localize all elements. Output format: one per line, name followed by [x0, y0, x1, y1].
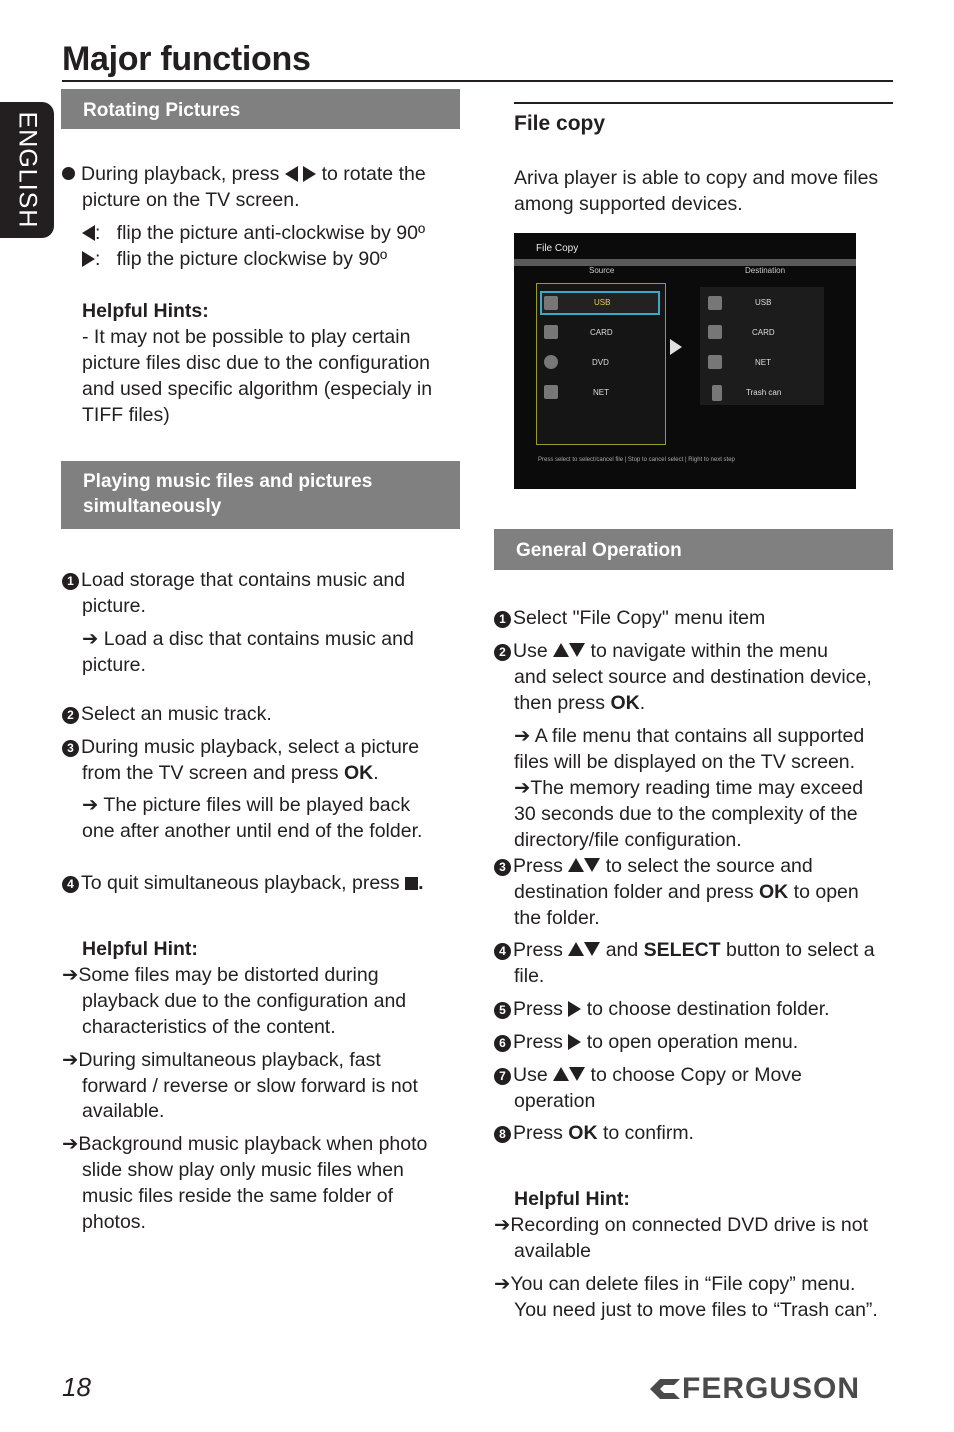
step-number-icon: 5 — [494, 1002, 511, 1019]
screen-source-item: NET — [593, 388, 609, 397]
step-7: 7 Use to choose Copy or Move — [494, 1062, 802, 1088]
arrow-right-icon: ➔ — [82, 794, 99, 816]
screen-title: File Copy — [536, 243, 579, 254]
section-header-rotating-pictures: Rotating Pictures — [61, 89, 460, 129]
step-3-line2: from the TV screen and press OK. — [82, 762, 379, 784]
file-copy-desc: Ariva player is able to copy and move files — [514, 167, 879, 189]
usb-icon — [708, 296, 722, 310]
arrow-right-icon: ➔ — [62, 964, 79, 986]
hint-title: Helpful Hint: — [82, 938, 198, 960]
down-arrow-icon — [584, 942, 600, 956]
right-arrow-icon — [82, 251, 95, 267]
step-number-icon: 1 — [494, 611, 511, 628]
step-1-note-line2: picture. — [82, 654, 146, 676]
network-icon — [544, 385, 558, 399]
hint-item-line: music files reside the same folder of — [82, 1185, 394, 1207]
step-1-line2: picture. — [82, 595, 146, 617]
hint-line: picture files disc due to the configuration — [82, 352, 430, 374]
hint-item-line: characteristics of the content. — [82, 1016, 336, 1038]
language-tab-label: ENGLISH — [13, 111, 42, 229]
up-arrow-icon — [553, 643, 569, 657]
hint-item-line: You need just to move files to “Trash can”. — [514, 1299, 878, 1321]
hint-line: - It may not be possible to play certain — [82, 326, 411, 348]
screen-destination-label: Destination — [745, 266, 786, 275]
step-number-icon: 3 — [62, 740, 79, 757]
arrow-right-icon: ➔ — [494, 1214, 511, 1236]
step-2: 2 Use to navigate within the menu — [494, 638, 828, 664]
left-arrow-icon — [82, 225, 95, 241]
rotate-bullet: During playback, press to rotate the — [62, 161, 462, 187]
hint-title: Helpful Hint: — [514, 1188, 630, 1210]
step-8: 8 Press OK to confirm. — [494, 1120, 694, 1146]
right-arrow-icon — [303, 166, 316, 182]
arrow-right-icon: ➔ — [62, 1049, 79, 1071]
brand-logo: FERGUSON — [648, 1372, 860, 1406]
screen-destination-item: Trash can — [746, 388, 782, 397]
hint-line: and used specific algorithm (especialy in — [82, 378, 433, 400]
usb-icon — [544, 296, 558, 310]
arrow-right-icon: ➔ — [514, 777, 531, 799]
step-3-line3: the folder. — [514, 907, 600, 929]
ferguson-logo-icon — [648, 1375, 682, 1399]
step-2-line3: then press OK. — [514, 692, 646, 714]
network-icon — [708, 355, 722, 369]
step-5: 5 Press to choose destination folder. — [494, 996, 830, 1022]
step-number-icon: 8 — [494, 1126, 511, 1143]
up-arrow-icon — [568, 942, 584, 956]
rotate-right-desc: : flip the picture clockwise by 90º — [82, 246, 387, 272]
screen-source-label: Source — [589, 266, 615, 275]
arrow-right-icon: ➔ — [82, 628, 99, 650]
step-1: 1 Load storage that contains music and — [62, 567, 405, 593]
up-arrow-icon — [553, 1067, 569, 1081]
arrow-right-icon: ➔ — [494, 1273, 511, 1295]
file-copy-divider — [514, 102, 893, 104]
step-3: 3 Press to select the source and — [494, 853, 813, 879]
section-header-music-pictures — [61, 461, 460, 529]
step-number-icon: 3 — [494, 859, 511, 876]
hint-item-line: available — [514, 1240, 591, 1262]
step-1-note: ➔ Load a disc that contains music and — [82, 628, 414, 650]
step-4: 4 Press and SELECT button to select a — [494, 937, 875, 963]
card-icon — [708, 325, 722, 339]
hint-item: ➔Background music playback when photo — [62, 1133, 428, 1155]
step-2-note: ➔ A file menu that contains all supported — [514, 725, 865, 747]
step-2-note-line: files will be displayed on the TV screen. — [514, 751, 856, 773]
section-header-line: simultaneously — [83, 496, 222, 517]
bullet-icon — [62, 167, 75, 180]
hints-title: Helpful Hints: — [82, 300, 209, 322]
rotate-left-desc: : flip the picture anti-clockwise by 90º — [82, 220, 425, 246]
hint-line: TIFF files) — [82, 404, 170, 426]
step-2-note-line: directory/file configuration. — [514, 829, 742, 851]
screen-destination-item: CARD — [752, 328, 775, 337]
step-2-note: ➔The memory reading time may exceed — [514, 777, 864, 799]
file-copy-desc-line2: among supported devices. — [514, 193, 743, 215]
hint-item: ➔During simultaneous playback, fast — [62, 1049, 381, 1071]
rotate-bullet-line2: picture on the TV screen. — [82, 189, 300, 211]
step-1: 1 Select "File Copy" menu item — [494, 605, 765, 631]
step-number-icon: 6 — [494, 1035, 511, 1052]
step-3-note: ➔ The picture files will be played back — [82, 794, 411, 816]
step-7-line2: operation — [514, 1090, 596, 1112]
play-arrow-icon — [670, 339, 682, 355]
step-number-icon: 4 — [62, 876, 79, 893]
step-3: 3 During music playback, select a picture — [62, 734, 419, 760]
hint-item-line: slide show play only music files when — [82, 1159, 404, 1181]
hint-item-line: forward / reverse or slow forward is not — [82, 1075, 418, 1097]
page-number: 18 — [62, 1372, 91, 1402]
step-number-icon: 2 — [62, 707, 79, 724]
step-3-note-line2: one after another until end of the folder. — [82, 820, 423, 842]
step-number-icon: 7 — [494, 1068, 511, 1085]
left-arrow-icon — [285, 166, 298, 182]
section-header-line: Playing music files and pictures — [83, 471, 373, 492]
arrow-right-icon: ➔ — [62, 1133, 79, 1155]
hint-item-line: photos. — [82, 1211, 146, 1233]
hint-item: ➔Some files may be distorted during — [62, 964, 379, 986]
down-arrow-icon — [569, 1067, 585, 1081]
screen-header-bar — [514, 259, 856, 266]
file-copy-screenshot — [514, 233, 856, 489]
step-number-icon: 4 — [494, 943, 511, 960]
section-header-general-operation: General Operation — [494, 529, 893, 570]
screen-footer-help: Press select to select/cancel file | Stop to cancel select | Right to next step — [538, 457, 735, 463]
screen-source-item: USB — [594, 298, 611, 307]
hint-item: ➔Recording on connected DVD drive is not — [494, 1214, 869, 1236]
arrow-right-icon: ➔ — [514, 725, 531, 747]
step-6: 6 Press to open operation menu. — [494, 1029, 798, 1055]
file-copy-title: File copy — [514, 112, 606, 135]
stop-icon — [405, 877, 418, 890]
page-title: Major functions — [62, 40, 311, 78]
step-2-line2: and select source and destination device, — [514, 666, 872, 688]
step-2-note-line: 30 seconds due to the complexity of the — [514, 803, 858, 825]
up-arrow-icon — [568, 858, 584, 872]
right-arrow-icon — [568, 1034, 581, 1050]
card-icon — [544, 325, 558, 339]
step-3-line2: destination folder and press OK to open — [514, 881, 859, 903]
down-arrow-icon — [584, 858, 600, 872]
hint-item: ➔You can delete files in “File copy” menu. — [494, 1273, 856, 1295]
step-4: 4 To quit simultaneous playback, press . — [62, 870, 424, 896]
title-divider — [62, 80, 893, 82]
screen-destination-item: USB — [755, 298, 772, 307]
trash-can-icon — [712, 385, 722, 401]
down-arrow-icon — [569, 643, 585, 657]
step-number-icon: 1 — [62, 573, 79, 590]
step-2: 2 Select an music track. — [62, 701, 272, 727]
step-number-icon: 2 — [494, 644, 511, 661]
screen-source-item: CARD — [590, 328, 613, 337]
screen-destination-item: NET — [755, 358, 771, 367]
hint-item-line: available. — [82, 1100, 165, 1122]
step-4-line2: file. — [514, 965, 545, 987]
right-arrow-icon — [568, 1001, 581, 1017]
screen-source-item: DVD — [592, 358, 609, 367]
disc-icon — [544, 355, 558, 369]
hint-item-line: playback due to the configuration and — [82, 990, 407, 1012]
